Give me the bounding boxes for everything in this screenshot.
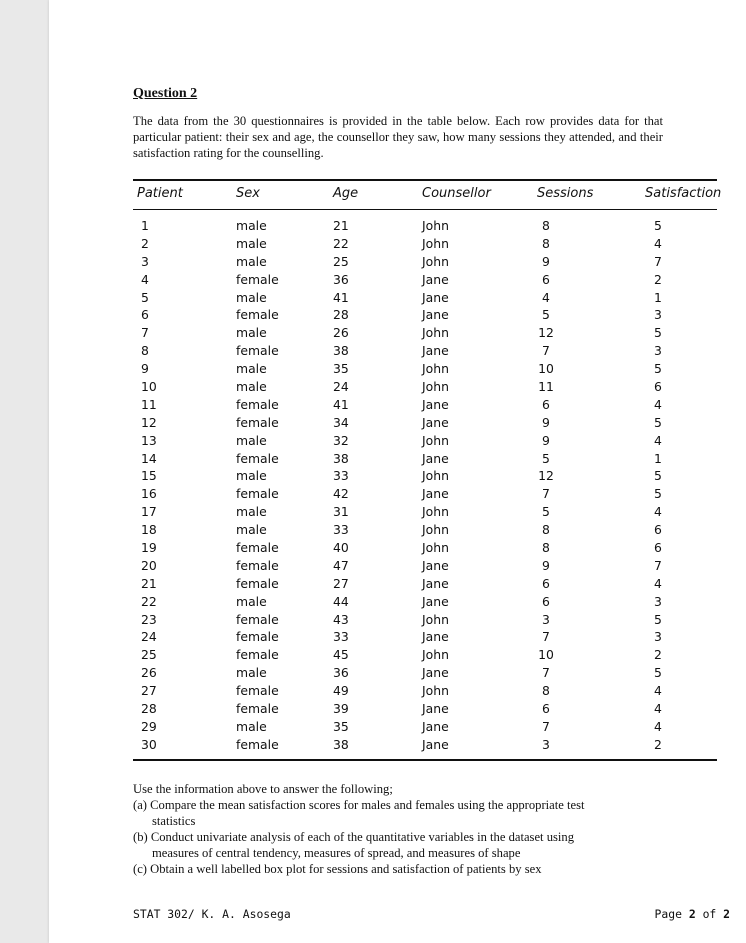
cell-counsellor: John (422, 253, 449, 269)
cell-satisfaction: 6 (654, 522, 662, 538)
cell-age: 22 (333, 235, 349, 251)
cell-patient: 20 (141, 557, 157, 573)
cell-patient: 15 (141, 468, 157, 484)
cell-patient: 21 (141, 575, 157, 591)
cell-counsellor: Jane (422, 343, 449, 359)
cell-age: 27 (333, 575, 349, 591)
cell-age: 32 (333, 432, 349, 448)
cell-age: 35 (333, 718, 349, 734)
table-row (133, 450, 717, 468)
cell-sessions: 6 (542, 701, 550, 717)
cell-satisfaction: 5 (654, 218, 662, 233)
cell-satisfaction: 7 (654, 557, 662, 573)
cell-sessions: 5 (542, 307, 550, 323)
cell-sessions: 10 (538, 647, 554, 663)
cell-sex: male (236, 593, 267, 609)
cell-sex: female (236, 486, 279, 502)
cell-sex: female (236, 271, 279, 287)
table-bottom-rule (133, 759, 717, 761)
cell-sex: female (236, 343, 279, 359)
cell-counsellor: Jane (422, 718, 449, 734)
cell-counsellor: Jane (422, 557, 449, 573)
cell-patient: 13 (141, 432, 157, 448)
table-row (133, 467, 717, 485)
table-row (133, 396, 717, 414)
cell-sessions: 9 (542, 414, 550, 430)
cell-age: 41 (333, 289, 349, 305)
cell-counsellor: Jane (422, 665, 449, 681)
cell-satisfaction: 1 (654, 450, 662, 466)
table-row (133, 253, 717, 271)
cell-age: 39 (333, 701, 349, 717)
cell-sessions: 6 (542, 271, 550, 287)
cell-patient: 11 (141, 396, 157, 412)
cell-sessions: 11 (538, 379, 554, 395)
cell-satisfaction: 5 (654, 414, 662, 430)
cell-satisfaction: 4 (654, 683, 662, 699)
cell-sessions: 7 (542, 718, 550, 734)
cell-patient: 23 (141, 611, 157, 627)
cell-age: 38 (333, 343, 349, 359)
cell-age: 49 (333, 683, 349, 699)
footer-page-total: 2 (723, 907, 730, 921)
cell-age: 38 (333, 450, 349, 466)
cell-patient: 7 (141, 325, 149, 341)
cell-patient: 10 (141, 379, 157, 395)
table-row (133, 324, 717, 342)
header-counsellor: Counsellor (422, 186, 491, 201)
cell-sex: female (236, 575, 279, 591)
cell-sessions: 7 (542, 665, 550, 681)
cell-sessions: 9 (542, 253, 550, 269)
cell-sex: male (236, 325, 267, 341)
cell-sex: female (236, 396, 279, 412)
table-row (133, 235, 717, 253)
table-row (133, 575, 717, 593)
cell-age: 38 (333, 736, 349, 752)
cell-sessions: 5 (542, 450, 550, 466)
cell-satisfaction: 2 (654, 736, 662, 752)
cell-satisfaction: 7 (654, 253, 662, 269)
cell-counsellor: Jane (422, 307, 449, 323)
cell-sex: male (236, 504, 267, 520)
cell-sessions: 10 (538, 361, 554, 377)
cell-counsellor: John (422, 611, 449, 627)
cell-age: 25 (333, 253, 349, 269)
cell-sessions: 8 (542, 218, 550, 233)
cell-satisfaction: 3 (654, 593, 662, 609)
cell-age: 44 (333, 593, 349, 609)
cell-patient: 6 (141, 307, 149, 323)
cell-patient: 2 (141, 235, 149, 251)
table-row (133, 414, 717, 432)
cell-satisfaction: 4 (654, 432, 662, 448)
cell-age: 26 (333, 325, 349, 341)
cell-age: 34 (333, 414, 349, 430)
cell-satisfaction: 4 (654, 575, 662, 591)
cell-sex: female (236, 701, 279, 717)
table-row (133, 611, 717, 629)
instructions-lead: Use the information above to answer the following; (133, 782, 393, 796)
cell-satisfaction: 3 (654, 307, 662, 323)
cell-sessions: 7 (542, 486, 550, 502)
cell-counsellor: John (422, 647, 449, 663)
cell-sessions: 3 (542, 736, 550, 752)
table-row (133, 664, 717, 682)
cell-patient: 27 (141, 683, 157, 699)
cell-counsellor: Jane (422, 271, 449, 287)
table-row (133, 718, 717, 736)
cell-sex: male (236, 289, 267, 305)
cell-patient: 14 (141, 450, 157, 466)
cell-sex: female (236, 736, 279, 752)
cell-age: 24 (333, 379, 349, 395)
table-row (133, 539, 717, 557)
cell-patient: 24 (141, 629, 157, 645)
cell-sex: female (236, 307, 279, 323)
cell-patient: 28 (141, 701, 157, 717)
table-row (133, 628, 717, 646)
cell-counsellor: John (422, 235, 449, 251)
cell-sex: female (236, 629, 279, 645)
cell-satisfaction: 5 (654, 611, 662, 627)
intro-paragraph: The data from the 30 questionnaires is provided in the table below. Each row provides data for that particular patient: their sex and age, the counsellor they saw, how many sessions they attended, and their satisfaction rating for the counselling. (133, 114, 663, 160)
cell-sex: male (236, 235, 267, 251)
cell-counsellor: Jane (422, 396, 449, 412)
cell-age: 45 (333, 647, 349, 663)
cell-patient: 12 (141, 414, 157, 430)
cell-counsellor: John (422, 468, 449, 484)
cell-counsellor: Jane (422, 486, 449, 502)
table-top-rule (133, 179, 717, 181)
cell-counsellor: John (422, 361, 449, 377)
cell-counsellor: Jane (422, 736, 449, 752)
cell-patient: 1 (141, 218, 149, 233)
footer-page-num: 2 (688, 907, 696, 921)
cell-sessions: 6 (542, 593, 550, 609)
cell-age: 21 (333, 218, 349, 233)
table-row (133, 306, 717, 324)
cell-sex: male (236, 665, 267, 681)
header-satisfaction: Satisfaction (645, 186, 722, 201)
table-header-rule (133, 209, 717, 210)
instruction-c-text: (c) Obtain a well labelled box plot for sessions and satisfaction of patients by sex (133, 862, 542, 876)
cell-sex: female (236, 611, 279, 627)
cell-counsellor: John (422, 432, 449, 448)
table-row (133, 360, 717, 378)
instruction-a-cont: statistics (152, 814, 196, 828)
table-row (133, 736, 717, 754)
table-row (133, 217, 717, 235)
cell-satisfaction: 1 (654, 289, 662, 305)
cell-sex: female (236, 683, 279, 699)
data-table (133, 179, 722, 761)
instruction-c (133, 861, 653, 877)
table-row (133, 503, 717, 521)
cell-counsellor: Jane (422, 701, 449, 717)
cell-counsellor: John (422, 522, 449, 538)
cell-age: 42 (333, 486, 349, 502)
cell-sessions: 12 (538, 325, 554, 341)
cell-sex: male (236, 718, 267, 734)
cell-sessions: 6 (542, 575, 550, 591)
cell-satisfaction: 4 (654, 235, 662, 251)
cell-satisfaction: 6 (654, 540, 662, 556)
cell-age: 28 (333, 307, 349, 323)
table-row (133, 521, 717, 539)
cell-satisfaction: 2 (654, 647, 662, 663)
cell-counsellor: Jane (422, 414, 449, 430)
cell-sessions: 12 (538, 468, 554, 484)
cell-sex: male (236, 432, 267, 448)
table-row (133, 557, 717, 575)
cell-sessions: 9 (542, 557, 550, 573)
cell-sex: male (236, 522, 267, 538)
cell-sessions: 5 (542, 504, 550, 520)
cell-counsellor: Jane (422, 593, 449, 609)
cell-satisfaction: 4 (654, 701, 662, 717)
cell-patient: 19 (141, 540, 157, 556)
cell-patient: 3 (141, 253, 149, 269)
cell-sex: male (236, 361, 267, 377)
cell-satisfaction: 5 (654, 325, 662, 341)
cell-counsellor: John (422, 325, 449, 341)
cell-satisfaction: 3 (654, 343, 662, 359)
table-row (133, 485, 717, 503)
table-row (133, 271, 717, 289)
table-body (133, 217, 717, 754)
cell-patient: 29 (141, 718, 157, 734)
cell-age: 31 (333, 504, 349, 520)
cell-sessions: 4 (542, 289, 550, 305)
footer-page-word: Page (654, 907, 682, 921)
cell-age: 43 (333, 611, 349, 627)
cell-satisfaction: 5 (654, 665, 662, 681)
cell-age: 35 (333, 361, 349, 377)
cell-age: 40 (333, 540, 349, 556)
cell-patient: 17 (141, 504, 157, 520)
cell-satisfaction: 5 (654, 468, 662, 484)
cell-sex: male (236, 218, 267, 233)
cell-patient: 30 (141, 736, 157, 752)
cell-age: 33 (333, 522, 349, 538)
cell-satisfaction: 6 (654, 379, 662, 395)
cell-satisfaction: 4 (654, 396, 662, 412)
cell-patient: 25 (141, 647, 157, 663)
cell-sex: male (236, 253, 267, 269)
cell-patient: 4 (141, 271, 149, 287)
header-sessions: Sessions (537, 186, 594, 201)
cell-sex: female (236, 414, 279, 430)
header-patient: Patient (137, 186, 183, 201)
table-row (133, 593, 717, 611)
cell-patient: 8 (141, 343, 149, 359)
header-age: Age (333, 186, 359, 201)
cell-satisfaction: 3 (654, 629, 662, 645)
cell-counsellor: John (422, 504, 449, 520)
cell-counsellor: Jane (422, 289, 449, 305)
instruction-b (133, 829, 653, 861)
cell-satisfaction: 4 (654, 718, 662, 734)
cell-patient: 26 (141, 665, 157, 681)
table-row (133, 342, 717, 360)
cell-patient: 18 (141, 522, 157, 538)
cell-sessions: 8 (542, 522, 550, 538)
header-sex: Sex (236, 186, 260, 201)
cell-satisfaction: 4 (654, 504, 662, 520)
instruction-a (133, 797, 653, 829)
table-row (133, 682, 717, 700)
cell-sex: female (236, 647, 279, 663)
cell-sex: female (236, 540, 279, 556)
cell-age: 36 (333, 271, 349, 287)
cell-sessions: 6 (542, 396, 550, 412)
cell-age: 47 (333, 557, 349, 573)
cell-patient: 5 (141, 289, 149, 305)
cell-sex: female (236, 557, 279, 573)
footer-page-number (655, 907, 730, 921)
cell-sessions: 7 (542, 629, 550, 645)
footer-course: STAT 302/ K. A. Asosega (133, 907, 291, 921)
cell-sessions: 9 (542, 432, 550, 448)
instruction-b-cont: measures of central tendency, measures of spread, and measures of shape (152, 846, 521, 860)
cell-sex: female (236, 450, 279, 466)
cell-satisfaction: 5 (654, 486, 662, 502)
cell-sessions: 8 (542, 235, 550, 251)
cell-patient: 9 (141, 361, 149, 377)
cell-counsellor: John (422, 379, 449, 395)
instruction-b-text: (b) Conduct univariate analysis of each of the quantitative variables in the dataset using (133, 830, 574, 844)
cell-satisfaction: 5 (654, 361, 662, 377)
cell-counsellor: John (422, 218, 449, 233)
question-title: Question 2 (133, 86, 198, 101)
cell-counsellor: John (422, 540, 449, 556)
cell-sex: male (236, 379, 267, 395)
table-row (133, 700, 717, 718)
cell-sessions: 8 (542, 683, 550, 699)
cell-sessions: 8 (542, 540, 550, 556)
cell-counsellor: Jane (422, 629, 449, 645)
instructions (133, 781, 653, 877)
cell-age: 41 (333, 396, 349, 412)
cell-counsellor: John (422, 683, 449, 699)
table-row (133, 378, 717, 396)
cell-sessions: 3 (542, 611, 550, 627)
cell-sex: male (236, 468, 267, 484)
document-page (49, 0, 746, 943)
table-row (133, 432, 717, 450)
cell-patient: 16 (141, 486, 157, 502)
cell-age: 33 (333, 629, 349, 645)
table-row (133, 289, 717, 307)
cell-age: 33 (333, 468, 349, 484)
cell-counsellor: Jane (422, 450, 449, 466)
table-row (133, 646, 717, 664)
footer-of-word: of (702, 907, 717, 921)
cell-satisfaction: 2 (654, 271, 662, 287)
cell-age: 36 (333, 665, 349, 681)
instruction-a-text: (a) Compare the mean satisfaction scores for males and females using the appropriate test (133, 798, 585, 812)
cell-counsellor: Jane (422, 575, 449, 591)
cell-sessions: 7 (542, 343, 550, 359)
cell-patient: 22 (141, 593, 157, 609)
